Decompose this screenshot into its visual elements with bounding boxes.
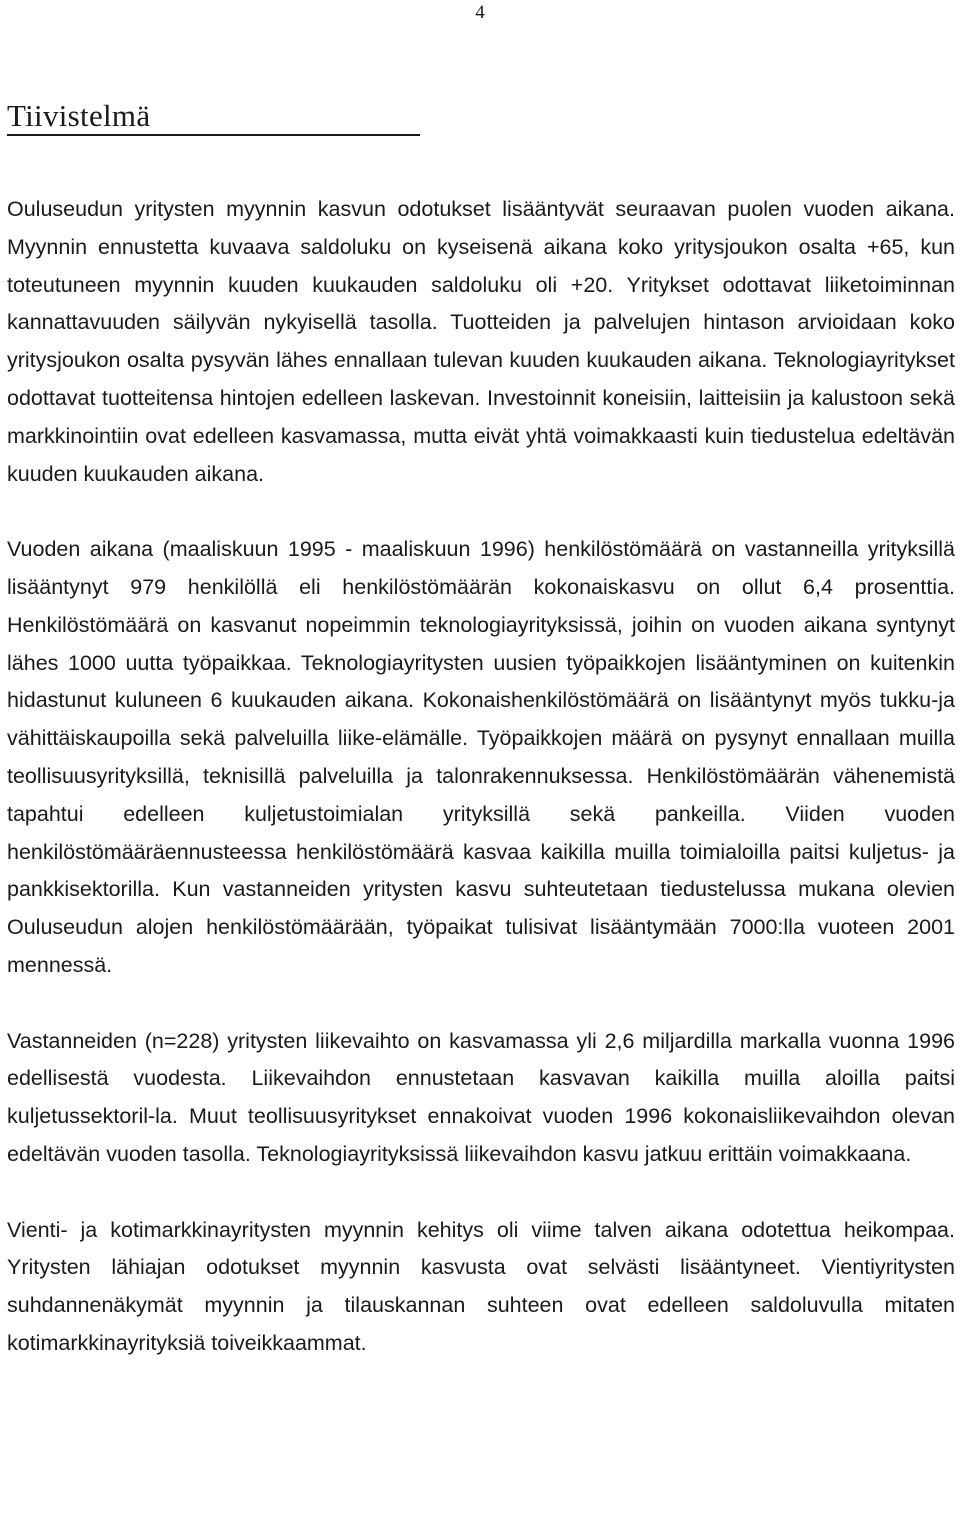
body-text bbox=[7, 191, 955, 1401]
paragraph-personnel: Vuoden aikana (maaliskuun 1995 - maaliskuun 1996) henkilöstömäärä on vastanneilla yrityksillä lisääntynyt 979 henkilöllä eli henkilöstömäärän kokonaiskasvu on ollut 6,4 prosenttia. Henkilöstömäärä on kasvanut nopeimmin teknologiayrityksissä, joihin on vuoden aikana syntynyt lähes 1000 uutta työpaikkaa. Teknologiayritysten uusien työpaikkojen lisääntyminen on kuitenkin hidastunut kuluneen 6 kuukauden aikana. Kokonaishenkilöstömäärä on lisääntynyt myös tukku-ja vähittäiskaupoilla sekä palveluilla liike-elämälle. Työpaikkojen määrä on pysynyt ennallaan muilla teollisuusyrityksillä, teknisillä palveluilla ja talonrakennuksessa. Henkilöstömäärän vähenemistä tapahtui edelleen kuljetustoimialan yrityksillä sekä pankeilla. Viiden vuoden henkilöstömääräennusteessa henkilöstömäärä kasvaa kaikilla muilla toimialoilla paitsi kuljetus- ja pankkisektorilla. Kun vastanneiden yritysten kasvu suhteutetaan tiedustelussa mukana olevien Ouluseudun alojen henkilöstömäärään, työpaikat tulisivat lisääntymään 7000:lla vuoteen 2001 mennessä. bbox=[7, 537, 955, 977]
paragraph-turnover: Vastanneiden (n=228) yritysten liikevaihto on kasvamassa yli 2,6 miljardilla markalla vuonna 1996 edellisestä vuodesta. Liikevaihdon ennustetaan kasvavan kaikilla muilla aloilla paitsi kuljetussektoril-la. Muut teollisuusyritykset ennakoivat vuoden 1996 kokonaisliikevaihdon olevan edeltävän vuoden tasolla. Teknologiayrityksissä liikevaihdon kasvu jatkuu erittäin voimakkaana. bbox=[7, 1028, 955, 1166]
paragraph-sales-outlook: Ouluseudun yritysten myynnin kasvun odotukset lisääntyvät seuraavan puolen vuoden aikana. Myynnin ennustetta kuvaava saldoluku on kyseisenä aikana koko yritysjoukon osalta +65, kun toteutuneen myynnin kuuden kuukauden saldoluku oli +20. Yritykset odottavat liiketoiminnan kannattavuuden säilyvän nykyisellä tasolla. Tuotteiden ja palvelujen hintason arvioidaan koko yritysjoukon osalta pysyvän lähes ennallaan tulevan kuuden kuukauden aikana. Teknologiayritykset odottavat tuotteitensa hintojen edelleen laskevan. Investoinnit koneisiin, laitteisiin ja kalustoon sekä markkinointiin ovat edelleen kasvamassa, mutta eivät yhtä voimakkaasti kuin tiedustelua edeltävän kuuden kuukauden aikana. bbox=[7, 197, 955, 486]
page-number: 4 bbox=[475, 2, 485, 23]
paragraph-export-domestic: Vienti- ja kotimarkkinayritysten myynnin kehitys oli viime talven aikana odotettua heikompaa. Yritysten lähiajan odotukset myynnin kasvusta ovat selvästi lisääntyneet. Vientiyritysten suhdannenäkymät myynnin ja tilauskannan suhteen ovat edelleen saldoluvulla mitaten kotimarkkinayrityksiä toiveikkaammat. bbox=[7, 1217, 955, 1355]
page-title: Tiivistelmä bbox=[7, 98, 151, 133]
section-heading bbox=[7, 98, 420, 136]
